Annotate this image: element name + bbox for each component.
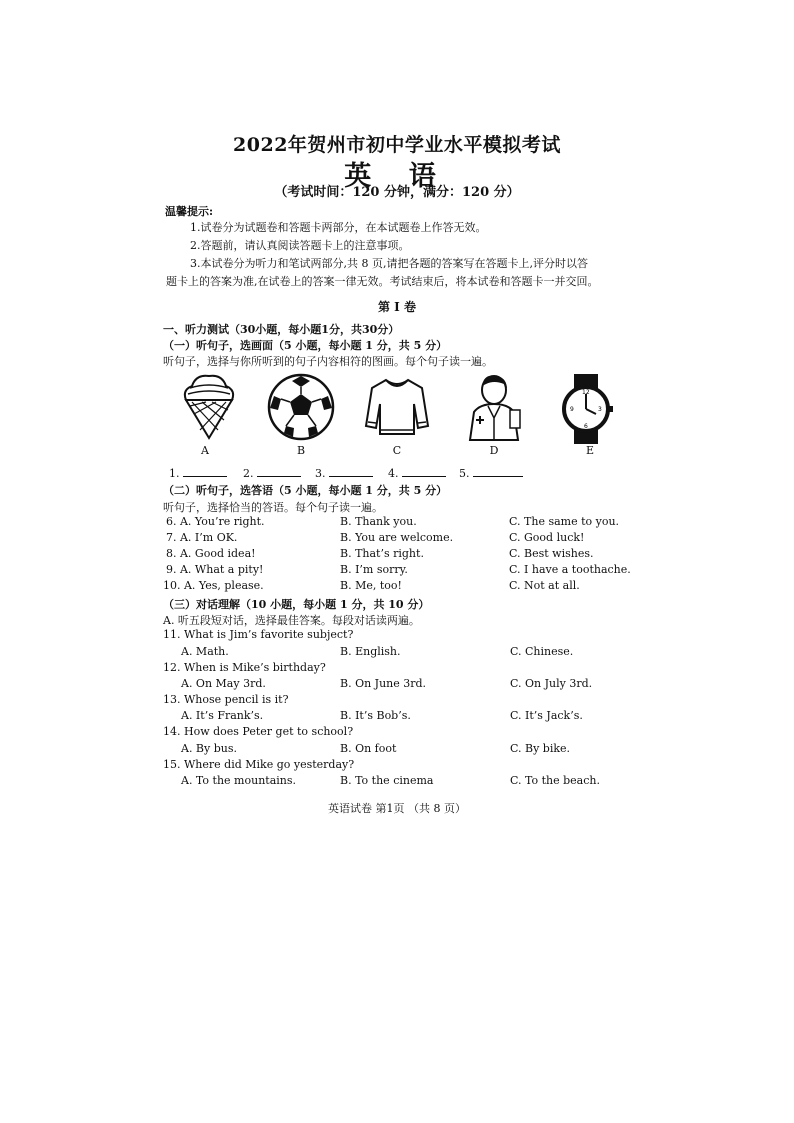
picture-label: D bbox=[489, 444, 499, 457]
option-c: C. It’s Jack’s. bbox=[510, 709, 583, 722]
option-a: A. It’s Frank’s. bbox=[181, 709, 264, 722]
option-b: B. That’s right. bbox=[340, 547, 424, 560]
option-b: B. You are welcome. bbox=[340, 531, 454, 544]
subsection-title: （三）对话理解（10 小题，每小题 1 分，共 10 分） bbox=[163, 598, 430, 611]
subsection-title: （二）听句子，选答语（5 小题，每小题 1 分，共 5 分） bbox=[163, 484, 448, 497]
svg-text:9: 9 bbox=[570, 406, 574, 413]
exam-title: 2022年贺州市初中学业水平模拟考试 bbox=[233, 134, 561, 156]
subsection-instruction: 听句子，选择与你所听到的句子内容相符的图画。每个句子读一遍。 bbox=[163, 355, 493, 368]
option-b: B. Thank you. bbox=[340, 515, 417, 528]
picture-label: A bbox=[201, 444, 209, 457]
option-a: 10. A. Yes, please. bbox=[163, 579, 264, 592]
option-c: C. The same to you. bbox=[509, 515, 620, 528]
option-b: B. To the cinema bbox=[340, 774, 434, 787]
option-a: A. To the mountains. bbox=[181, 774, 296, 787]
tip-item: 3.本试卷分为听力和笔试两部分,共 8 页,请把各题的答案写在答题卡上,评分时以答 bbox=[190, 257, 588, 270]
option-b: B. It’s Bob’s. bbox=[340, 709, 411, 722]
watch-icon bbox=[556, 374, 616, 444]
doctor-icon bbox=[460, 372, 528, 442]
option-a: 9. A. What a pity! bbox=[166, 563, 264, 576]
page-footer: 英语试卷 第1页 （共 8 页） bbox=[328, 802, 466, 815]
answer-blank[interactable]: 5. bbox=[459, 466, 523, 480]
subsection-instruction: 听句子，选择恰当的答语。每个句子读一遍。 bbox=[163, 501, 383, 514]
option-c: C. To the beach. bbox=[510, 774, 600, 787]
answer-blank[interactable]: 3. bbox=[315, 466, 373, 480]
question-stem: 13. Whose pencil is it? bbox=[163, 693, 289, 706]
option-a: A. Math. bbox=[181, 645, 229, 658]
option-b: B. On June 3rd. bbox=[340, 677, 427, 690]
option-b: B. English. bbox=[340, 645, 401, 658]
svg-text:12: 12 bbox=[582, 389, 590, 396]
sweater-icon bbox=[364, 374, 430, 440]
answer-blank[interactable]: 2. bbox=[243, 466, 301, 480]
option-c: C. Chinese. bbox=[510, 645, 574, 658]
option-c: C. Not at all. bbox=[509, 579, 580, 592]
question-stem: 12. When is Mike’s birthday? bbox=[163, 661, 326, 674]
answer-blank[interactable]: 4. bbox=[388, 466, 446, 480]
question-stem: 15. Where did Mike go yesterday? bbox=[163, 758, 355, 771]
question-stem: 11. What is Jim’s favorite subject? bbox=[163, 628, 354, 641]
option-a: 7. A. I’m OK. bbox=[166, 531, 238, 544]
tip-item: 题卡上的答案为准,在试卷上的答案一律无效。考试结束后，将本试卷和答题卡一并交回。 bbox=[166, 275, 599, 288]
subsection-instruction: A. 听五段短对话，选择最佳答案。每段对话读两遍。 bbox=[163, 614, 420, 627]
option-b: B. On foot bbox=[340, 742, 397, 755]
option-b: B. I’m sorry. bbox=[340, 563, 408, 576]
picture-label: E bbox=[585, 444, 595, 457]
exam-time-info: （考试时间：120 分钟，满分：120 分） bbox=[274, 185, 520, 200]
picture-label: C bbox=[392, 444, 402, 457]
subsection-title: （一）听句子，选画面（5 小题，每小题 1 分，共 5 分） bbox=[163, 339, 448, 352]
tip-item: 2.答题前，请认真阅读答题卡上的注意事项。 bbox=[190, 239, 410, 252]
tip-item: 1.试卷分为试题卷和答题卡两部分，在本试题卷上作答无效。 bbox=[190, 221, 487, 234]
subject-title: 英 语 bbox=[344, 161, 450, 192]
svg-text:3: 3 bbox=[598, 406, 602, 413]
option-c: C. I have a toothache. bbox=[509, 563, 631, 576]
option-c: C. Best wishes. bbox=[509, 547, 594, 560]
option-c: C. On July 3rd. bbox=[510, 677, 593, 690]
soccer-ball-icon bbox=[266, 372, 336, 442]
option-b: B. Me, too! bbox=[340, 579, 402, 592]
answer-blank[interactable]: 1. bbox=[169, 466, 227, 480]
svg-text:6: 6 bbox=[584, 423, 588, 430]
option-c: C. By bike. bbox=[510, 742, 571, 755]
option-a: 6. A. You’re right. bbox=[166, 515, 265, 528]
option-a: A. By bus. bbox=[181, 742, 237, 755]
tips-heading: 温馨提示: bbox=[165, 205, 214, 218]
picture-label: B bbox=[296, 444, 306, 457]
section-title: 一、听力测试（30小题，每小题1分，共30分） bbox=[163, 323, 400, 336]
ice-cream-icon bbox=[178, 372, 240, 440]
option-c: C. Good luck! bbox=[509, 531, 585, 544]
question-stem: 14. How does Peter get to school? bbox=[163, 725, 354, 738]
option-a: A. On May 3rd. bbox=[181, 677, 266, 690]
part-title: 第 I 卷 bbox=[378, 300, 416, 314]
option-a: 8. A. Good idea! bbox=[166, 547, 256, 560]
